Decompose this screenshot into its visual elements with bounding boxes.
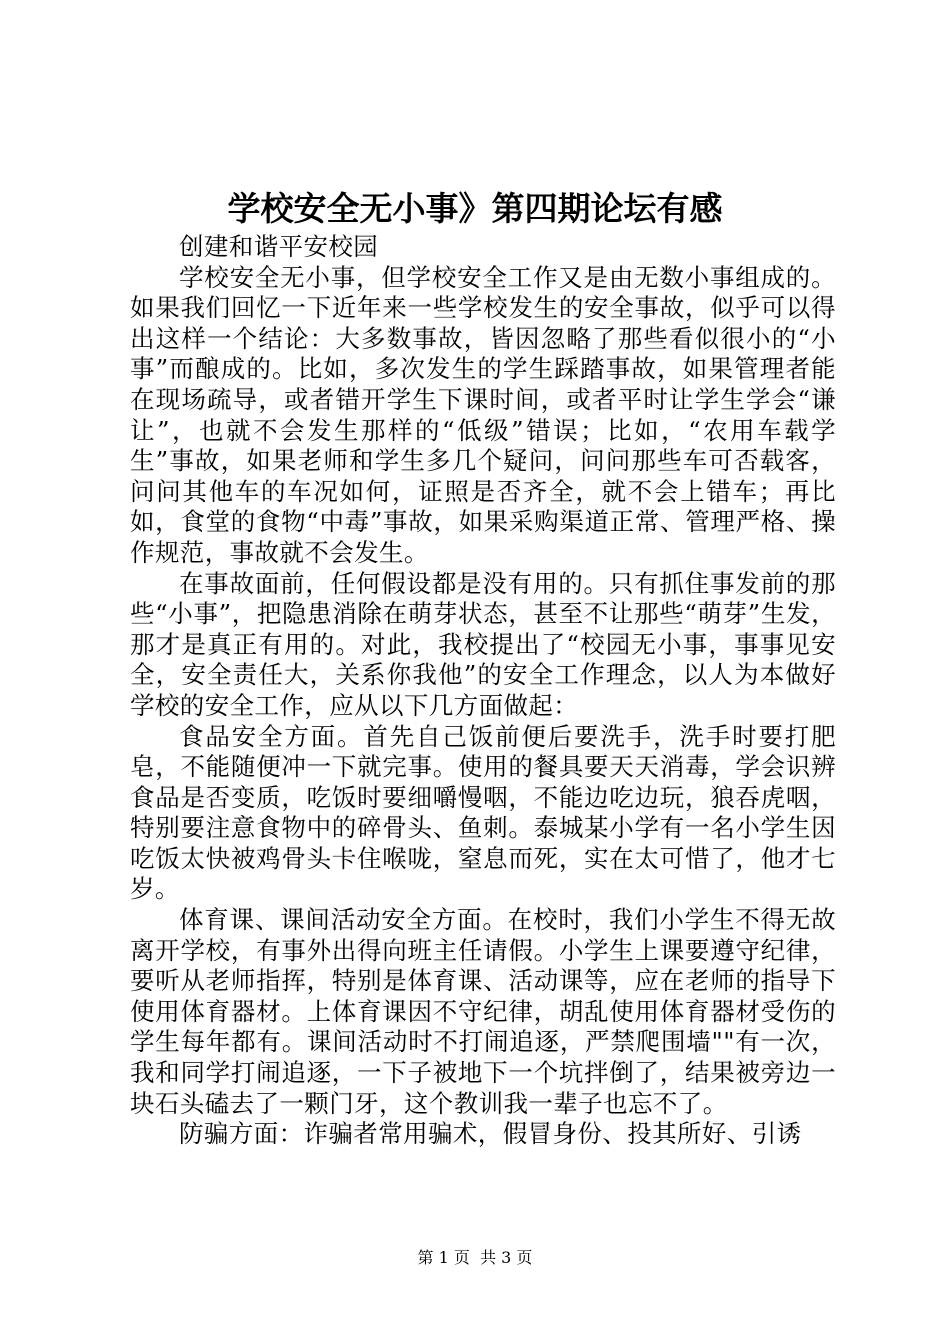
paragraph: 体育课、课间活动安全方面。在校时，我们小学生不得无故离开学校，有事外出得向班主任请假。小学生上课要遵守纪律，要听从老师指挥，特别是体育课、活动课等，应在老师的指导下使用体育器材。上体育课因不守纪律，胡乱使用体育器材受伤的学生每年都有。课间活动时不打闹追逐，严禁爬围墙""有一次，我和同学打闹追逐，一下子被地下一个坑拌倒了，结果被旁边一块石头磕去了一颗门牙，这个教训我一辈子也忘不了。 — [130, 905, 836, 1118]
paragraph: 在事故面前，任何假设都是没有用的。只有抓住事发前的那些“小事”，把隐患消除在萌芽状态，甚至不让那些“萌芽”生发，那才是真正有用的。对此，我校提出了“校园无小事，事事见安全，安全责任大，关系你我他”的安全工作理念，以人为本做好学校的安全工作，应从以下几方面做起： — [130, 568, 836, 720]
paragraph: 防骗方面：诈骗者常用骗术，假冒身份、投其所好、引诱 — [179, 1119, 802, 1149]
document-body — [130, 232, 836, 1150]
paragraph: 食品安全方面。首先自己饭前便后要洗手，洗手时要打肥皂，不能随便冲一下就完事。使用的餐具要天天消毒，学会识辨食品是否变质，吃饭时要细嚼慢咽，不能边吃边玩，狼吞虎咽，特别要注意食物中的碎骨头、鱼刺。泰城某小学有一名小学生因吃饭太快被鸡骨头卡住喉咙，窒息而死，实在太可惜了，他才七岁。 — [130, 721, 836, 904]
paragraph: 创建和谐平安校园 — [179, 232, 379, 261]
document-title: 学校安全无小事》第四期论坛有感 — [227, 189, 723, 228]
paragraph: 学校安全无小事，但学校安全工作又是由无数小事组成的。如果我们回忆一下近年来一些学校发生的安全事故，似乎可以得出这样一个结论：大多数事故，皆因忽略了那些看似很小的“小事”而酿成的。比如，多次发生的学生踩踏事故，如果管理者能在现场疏导，或者错开学生下课时间，或者平时让学生学会“谦让”，也就不会发生那样的“低级”错误；比如，“农用车载学生”事故，如果老师和学生多几个疑问，问问那些车可否载客，问问其他车的车况如何，证照是否齐全，就不会上错车；再比如，食堂的食物“中毒”事故，如果采购渠道正常、管理严格、操作规范，事故就不会发生。 — [130, 262, 836, 567]
page-number-label: 第 1 页 共 3 页 — [417, 1248, 533, 1267]
page-footer — [0, 1248, 950, 1268]
